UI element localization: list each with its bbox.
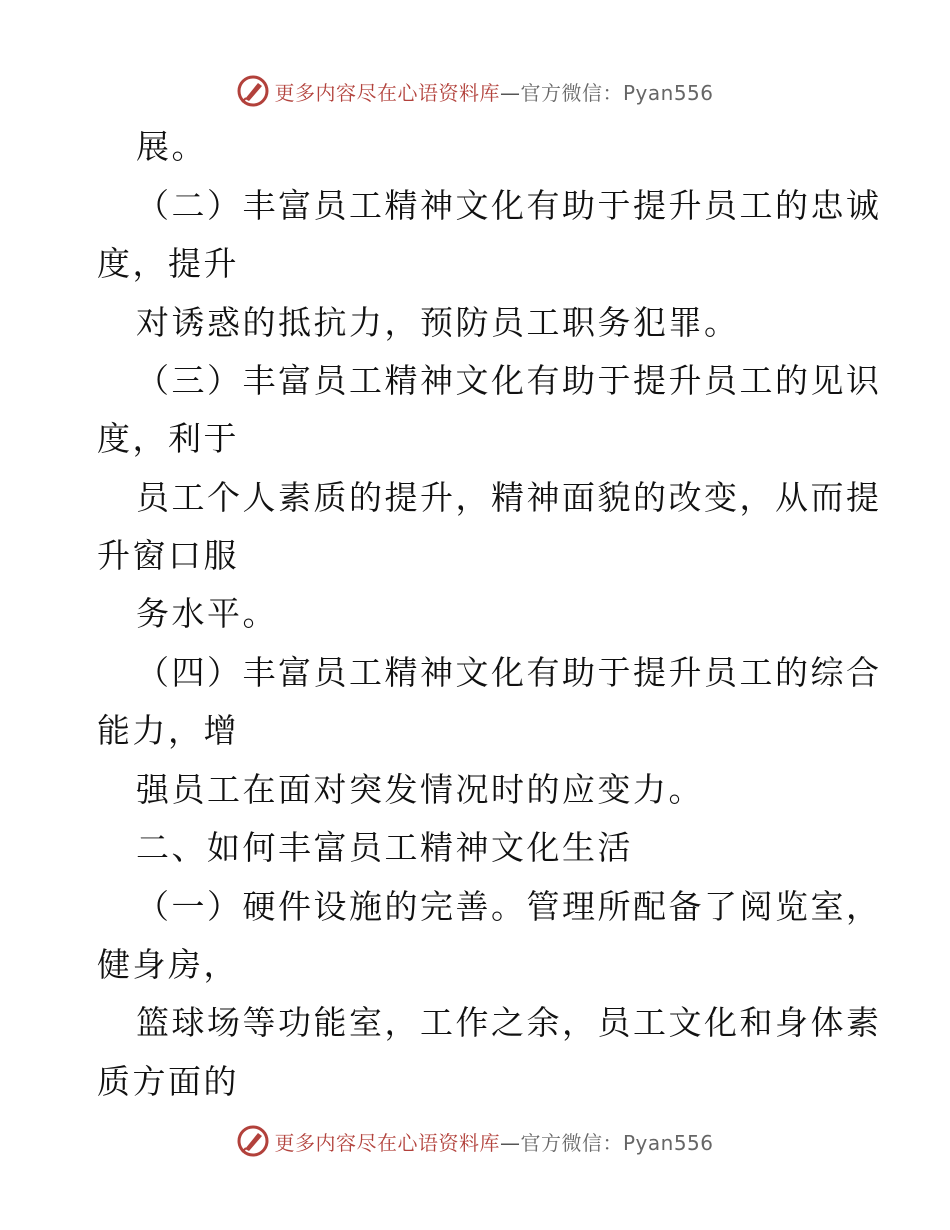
watermark-wechat-id: Pyan556 bbox=[622, 1130, 714, 1155]
watermark-wechat-label: 官方微信： bbox=[520, 1130, 623, 1155]
text-line: 对诱惑的抵抗力，预防员工职务犯罪。 bbox=[136, 303, 740, 342]
text-line: 健身房， bbox=[97, 945, 239, 984]
section-heading: 二、如何丰富员工精神文化生活 bbox=[136, 828, 633, 867]
text-line: 度，利于 bbox=[97, 419, 239, 458]
text-line: （二）丰富员工精神文化有助于提升员工的忠诚 bbox=[136, 186, 882, 225]
watermark-dash: — bbox=[499, 80, 521, 105]
text-line: 员工个人素质的提升，精神面貌的改变，从而提 bbox=[136, 478, 882, 517]
quill-logo-icon bbox=[236, 1124, 270, 1158]
text-line: 务水平。 bbox=[136, 594, 278, 633]
text-line: （三）丰富员工精神文化有助于提升员工的见识 bbox=[136, 361, 882, 400]
watermark-main-text: 更多内容尽在心语资料库 bbox=[274, 80, 500, 105]
quill-logo-icon bbox=[236, 74, 270, 108]
text-line: 强员工在面对突发情况时的应变力。 bbox=[136, 770, 704, 809]
text-line: （四）丰富员工精神文化有助于提升员工的综合 bbox=[136, 653, 882, 692]
watermark-footer bbox=[0, 1121, 950, 1161]
watermark-header bbox=[0, 71, 950, 111]
text-line: （一）硬件设施的完善。管理所配备了阅览室， bbox=[136, 887, 882, 926]
text-line: 篮球场等功能室，工作之余，员工文化和身体素 bbox=[136, 1003, 882, 1042]
text-line: 升窗口服 bbox=[97, 536, 239, 575]
text-line: 质方面的 bbox=[97, 1062, 239, 1101]
text-line: 展。 bbox=[136, 127, 207, 166]
watermark-dash: — bbox=[499, 1130, 521, 1155]
text-line: 度，提升 bbox=[97, 244, 239, 283]
watermark-wechat-id: Pyan556 bbox=[622, 80, 714, 105]
watermark-main-text: 更多内容尽在心语资料库 bbox=[274, 1130, 500, 1155]
watermark-wechat-label: 官方微信： bbox=[520, 80, 623, 105]
text-line: 能力，增 bbox=[97, 711, 239, 750]
